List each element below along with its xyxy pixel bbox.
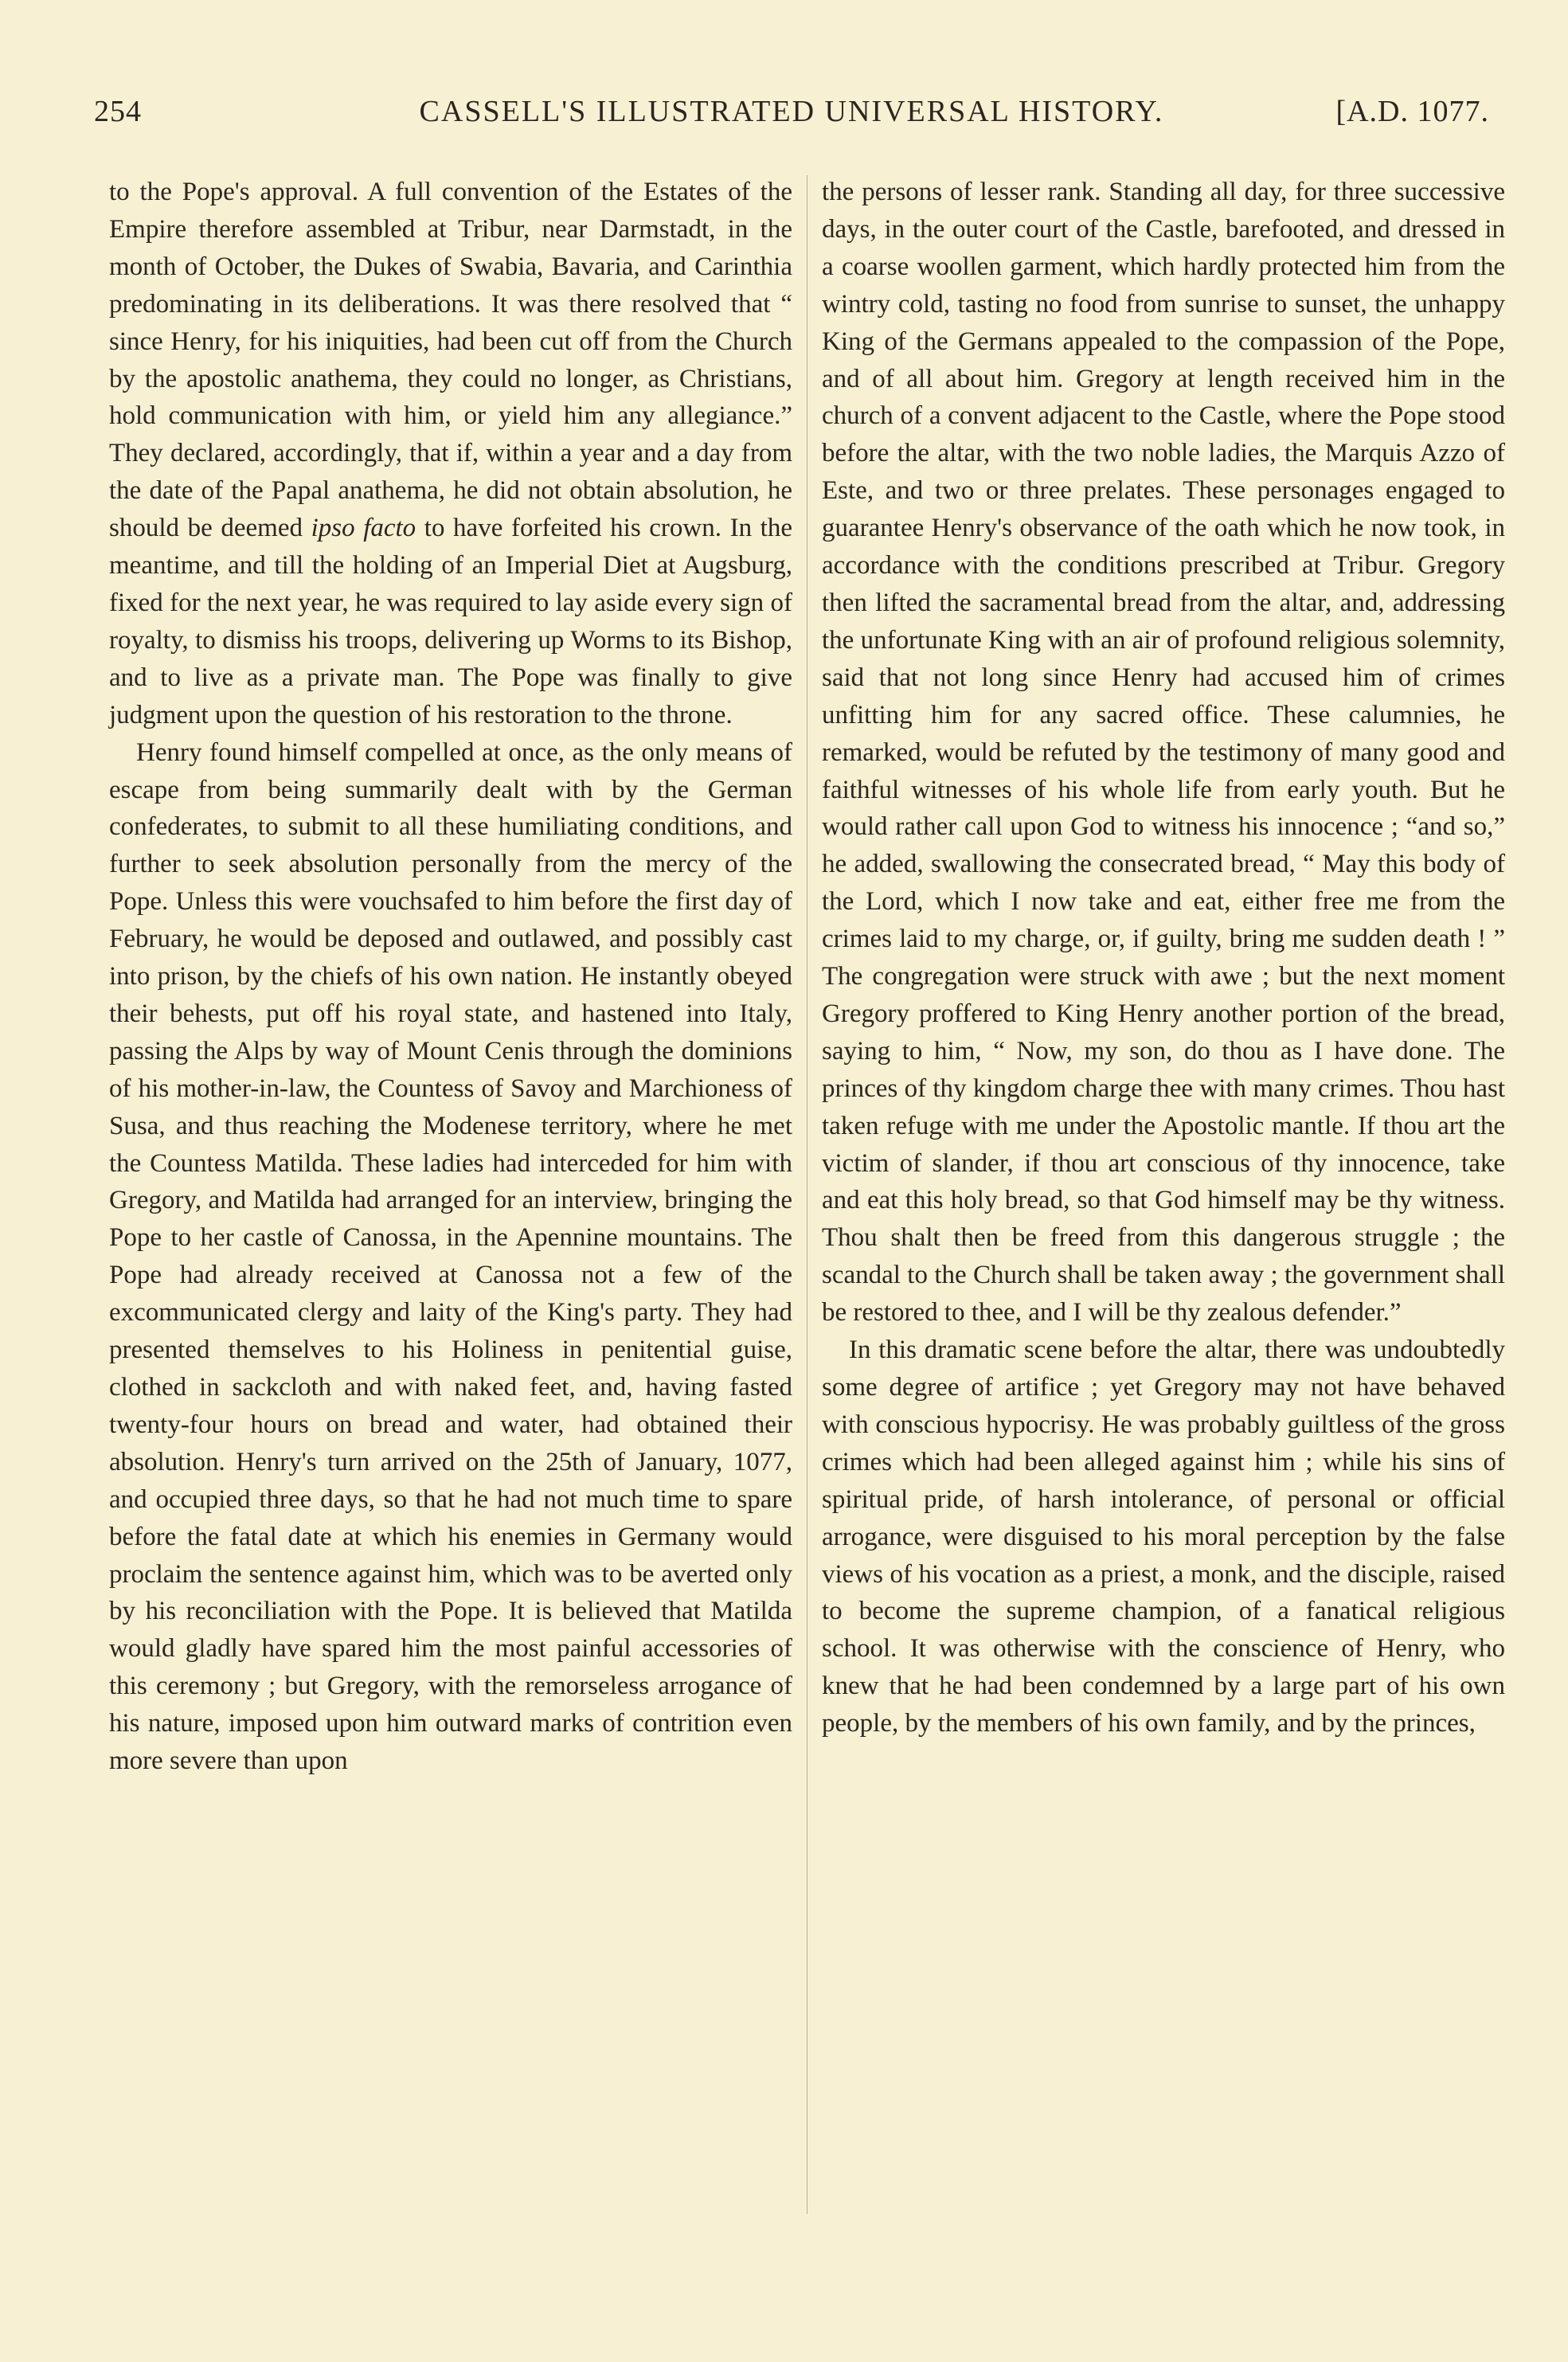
page-header [94, 94, 1489, 142]
italic-phrase: ipso facto [311, 514, 416, 543]
date-note: [A.D. 1077. [1335, 95, 1489, 128]
paragraph: In this dramatic scene before the altar, there was undoubtedly some degree of artifice ; yet Gregory may not have behaved with conscious hypocrisy. He was probably guiltless of the gross crimes which had been alleged against him ; while his sins of spiritual pride, of harsh intolerance, of personal or official arrogance, were disguised to his moral perception by the false views of his vocation as a priest, a monk, and the disciple, raised to become the supreme champion, of a fanatical religious school. It was otherwise with the conscience of Henry, who knew that he had been condemned by a large part of his own people, by the members of his own family, and by the princes, [822, 1335, 1505, 1738]
running-title: CASSELL'S ILLUSTRATED UNIVERSAL HISTORY. [419, 95, 1164, 128]
left-column [109, 174, 792, 1780]
paragraph-text: to the Pope's approval. A full convention of the Estates of the Empire therefore assembled at Tribur, near Darmstadt, in the month of October, the Dukes of Swabia, Bavaria, and Carinthia predominating in its deliberations. It was there resolved that “ since Henry, for his iniquities, had been cut off from the Church by the apostolic anathema, they could no longer, as Christians, hold communication with him, or yield him any allegiance.” They declared, accordingly, that if, within a year and a day from the date of the Papal anathema, he did not obtain absolution, he should be deemed [109, 178, 792, 543]
paragraph-text: to have forfeited his crown. In the meantime, and till the holding of an Imperial Diet at Augsburg, fixed for the next year, he was required to lay aside every sign of royalty, to dismiss his troops, delivering up Worms to its Bishop, and to live as a private man. The Pope was finally to give judgment upon the question of his restoration to the throne. [109, 514, 792, 729]
paragraph: the persons of lesser rank. Standing all day, for three successive days, in the outer court of the Castle, barefooted, and dressed in a coarse woollen garment, which hardly protected him from the wintry cold, tasting no food from sunrise to sunset, the unhappy King of the Germans appealed to the compassion of the Pope, and of all about him. Gregory at length received him in the church of a convent adjacent to the Castle, where the Pope stood before the altar, with the two noble ladies, the Marquis Azzo of Este, and two or three prelates. These personages engaged to guarantee Henry's observance of the oath which he now took, in accordance with the conditions prescribed at Tribur. Gregory then lifted the sacramental bread from the altar, and, addressing the unfortunate King with an air of profound religious solemnity, said that not long since Henry had accused him of crimes unfitting him for any sacred office. These calumnies, he remarked, would be refuted by the testimony of many good and faithful witnesses of his whole life from early youth. But he would rather call upon God to witness his innocence ; “and so,” he added, swallowing the consecrated bread, “ May this body of the Lord, which I now take and eat, either free me from the crimes laid to my charge, or, if guilty, bring me sudden death ! ” The congregation were struck with awe ; but the next moment Gregory proffered to King Henry another portion of the bread, saying to him, “ Now, my son, do thou as I have done. The princes of thy kingdom charge thee with many crimes. Thou hast taken refuge with me under the Apostolic mantle. If thou art the victim of slander, if thou art conscious of thy innocence, take and eat this holy bread, so that God himself may be thy witness. Thou shalt then be freed from this dangerous struggle ; the scandal to the Church shall be taken away ; the government shall be restored to thee, and I will be thy zealous defender.” [822, 178, 1505, 1328]
paragraph [109, 174, 792, 734]
paragraph: Henry found himself compelled at once, as the only means of escape from being summarily dealt with by the German confederates, to submit to all these humiliating conditions, and further to seek absolution personally from the mercy of the Pope. Unless this were vouchsafed to him before the first day of February, he would be deposed and outlawed, and possibly cast into prison, by the chiefs of his own nation. He instantly obeyed their behests, put off his royal state, and hastened into Italy, passing the Alps by way of Mount Cenis through the dominions of his mother-in-law, the Countess of Savoy and Marchioness of Susa, and thus reaching the Modenese territory, where he met the Countess Matilda. These ladies had interceded for him with Gregory, and Matilda had arranged for an interview, bringing the Pope to her castle of Canossa, in the Apennine mountains. The Pope had already received at Canossa not a few of the excommunicated clergy and laity of the King's party. They had presented themselves to his Holiness in penitential guise, clothed in sackcloth and with naked feet, and, having fasted twenty-four hours on bread and water, had obtained their absolution. Henry's turn arrived on the 25th of January, 1077, and occupied three days, so that he had not much time to spare before the fatal date at which his enemies in Germany would proclaim the sentence against him, which was to be averted only by his reconciliation with the Pope. It is believed that Matilda would gladly have spared him the most painful accessories of this ceremony ; but Gregory, with the remorseless arrogance of his nature, imposed upon him outward marks of contrition even more severe than upon [109, 737, 792, 1776]
page-number: 254 [94, 95, 142, 128]
right-column [822, 174, 1505, 1742]
